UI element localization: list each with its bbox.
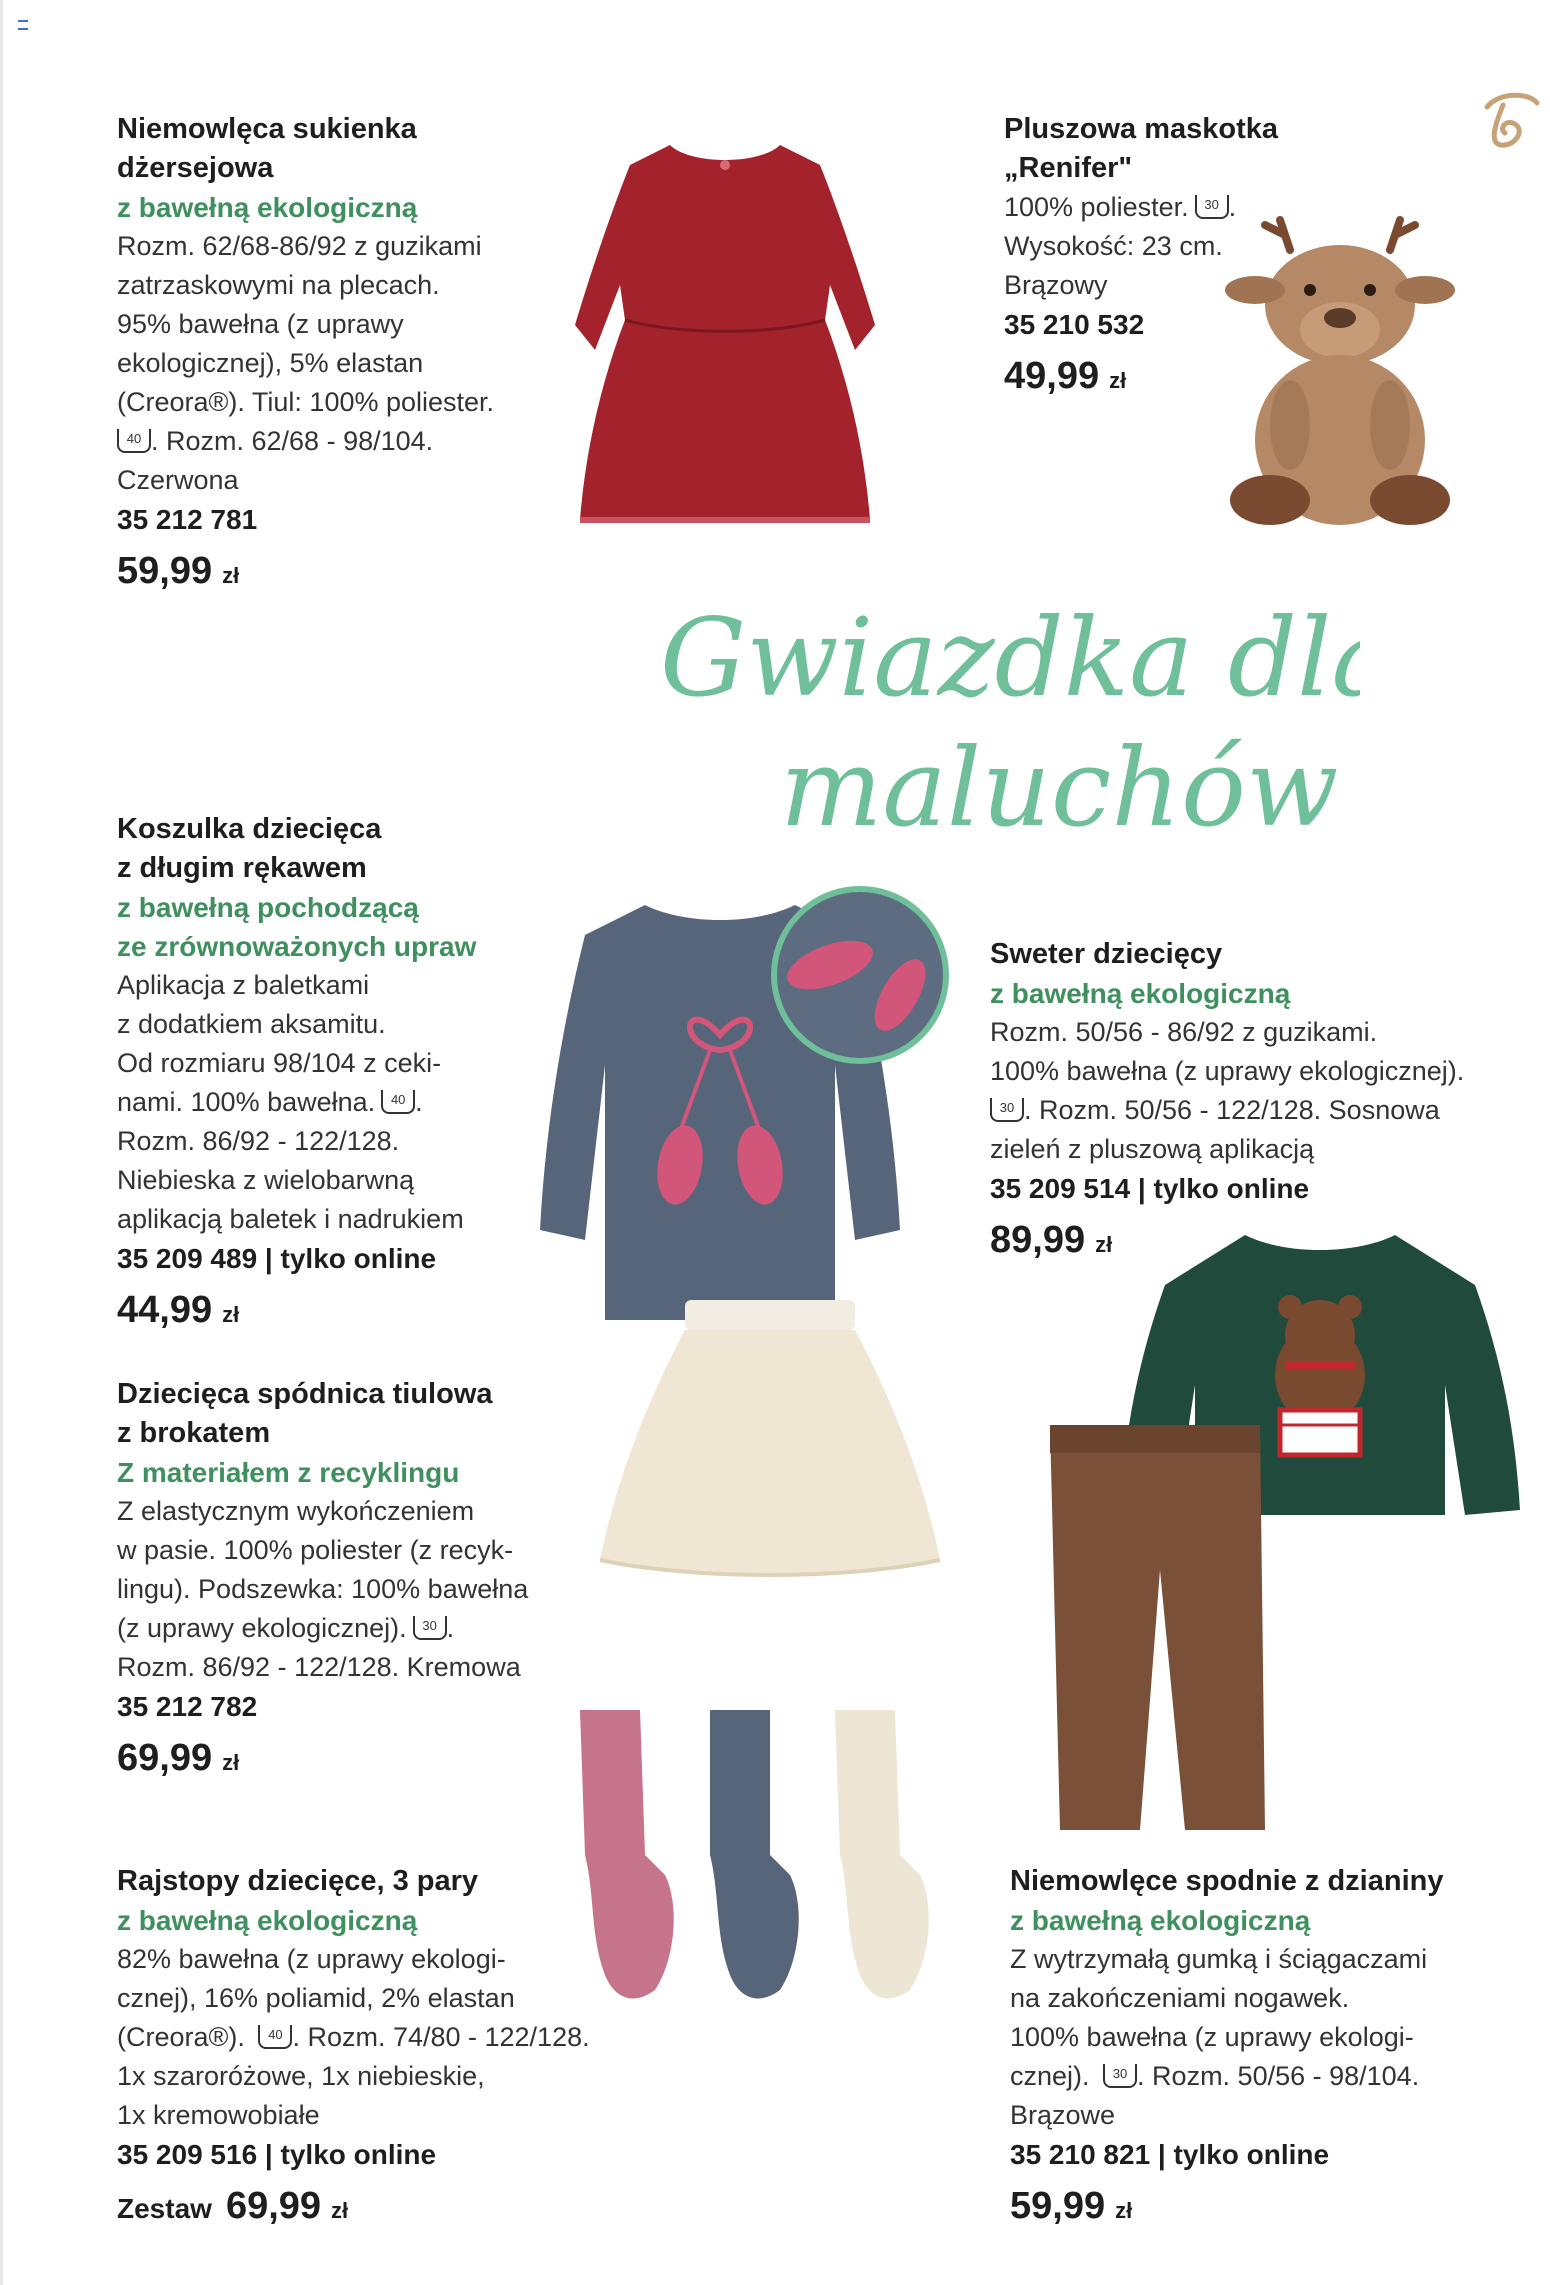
product-desc: lingu). Podszewka: 100% bawełna [117,1574,529,1604]
product-price: 44,99 zł [117,1289,240,1331]
product-desc: Rozm. 86/92 - 122/128. Kremowa [117,1652,521,1682]
product-desc: 82% bawełna (z uprawy ekologi- [117,1944,506,1974]
product-desc: Z wytrzymałą gumką i ściągaczami [1010,1944,1428,1974]
product-desc: Niebieska z wielobarwną [117,1165,415,1195]
product-title: z brokatem [117,1417,271,1449]
product-tights [117,1862,637,2239]
product-title: Niemowlęca sukienka [117,113,417,145]
product-price: Zestaw 69,99 zł [117,2185,349,2227]
product-desc: nami. 100% bawełna. 40 . [117,1087,423,1117]
product-title: Koszulka dziecięca [117,813,382,845]
product-price: 59,99 zł [117,550,240,592]
product-desc: Rozm. 62/68-86/92 z guzikami [117,231,482,261]
product-color: Czerwona [117,465,239,495]
product-code: 35 212 781 [117,504,258,535]
product-desc: aplikacją baletek i nadrukiem [117,1204,464,1234]
product-desc: Wysokość: 23 cm. [1004,231,1223,261]
product-code: 35 210 532 [1004,309,1145,340]
product-title: Pluszowa maskotka [1004,113,1278,145]
product-desc: Od rozmiaru 98/104 z ceki- [117,1048,442,1078]
pants-image [1040,1420,1270,1840]
wash-care-icon: 40 [117,429,151,453]
product-title: dżersejowa [117,152,274,184]
eco-label: z bawełną ekologiczną [1010,1905,1311,1936]
eco-label: ze zrównoważonych upraw [117,931,477,962]
wash-care-icon: 30 [1103,2064,1137,2088]
headline [640,590,1360,860]
product-dress [117,110,557,604]
product-desc: cznej), 16% poliamid, 2% elastan [117,1983,515,2013]
product-desc: Rozm. 50/56 - 86/92 z guzikami. [990,1017,1378,1047]
wash-care-icon: 30 [413,1616,447,1640]
product-pants [1010,1862,1540,2239]
product-code: 35 212 782 [117,1691,258,1722]
product-price: 69,99 zł [117,1737,240,1779]
product-desc: 1x szaroróżowe, 1x niebieskie, [117,2061,485,2091]
product-price: 59,99 zł [1010,2185,1133,2227]
detail-zoom-image [770,885,950,1065]
product-desc: w pasie. 100% poliester (z recyk- [117,1535,514,1565]
product-price: 89,99 zł [990,1219,1113,1261]
eco-label: z bawełną ekologiczną [117,192,418,223]
product-code: 35 209 516 | tylko online [117,2139,437,2170]
product-code: 35 209 489 | tylko online [117,1243,437,1274]
product-desc: 30 . Rozm. 50/56 - 122/128. Sosnowa [990,1091,1530,1130]
product-color: Brązowy [1004,270,1108,300]
product-title: z długim rękawem [117,852,367,884]
product-title: „Renifer" [1004,152,1133,184]
headline-line-2: maluchów [780,726,1339,851]
product-desc: zieleń z pluszową aplikacją [990,1134,1315,1164]
product-desc: 1x kremowobiałe [117,2100,320,2130]
eco-label: z bawełną ekologiczną [990,978,1291,1009]
product-sweater [990,935,1530,1273]
product-shirt [117,810,557,1343]
product-code: 35 209 514 | tylko online [990,1173,1310,1204]
product-desc: 95% bawełna (z uprawy [117,309,404,339]
skirt-image [595,1295,945,1585]
product-title: Dziecięca spódnica tiulowa [117,1378,493,1410]
wash-care-icon: 40 [258,2025,292,2049]
page-edge [0,0,3,2285]
wash-care-icon: 40 [381,1090,415,1114]
product-title: Niemowlęce spodnie z dzianiny [1010,1865,1444,1897]
product-desc: zatrzaskowymi na plecach. [117,270,440,300]
product-color: Brązowe [1010,2100,1116,2130]
product-price: 49,99 zł [1004,355,1127,397]
product-desc: Rozm. 86/92 - 122/128. [117,1126,400,1156]
brand-logo-icon [1475,85,1545,155]
eco-label: z bawełną ekologiczną [117,1905,418,1936]
eco-label: z bawełną pochodzącą [117,892,419,923]
product-skirt [117,1375,577,1791]
product-desc: 100% bawełna (z uprawy ekologi- [1010,2022,1414,2052]
dress-image [520,135,940,535]
wash-care-icon: 30 [990,1098,1024,1122]
product-desc: z dodatkiem aksamitu. [117,1009,386,1039]
product-desc: 100% poliester. 30 . [1004,192,1237,222]
reindeer-plush-image [1210,210,1470,540]
headline-line-1: Gwiazdka dla [660,596,1360,721]
product-desc: Z elastycznym wykończeniem [117,1496,475,1526]
product-desc: na zakończeniami nogawek. [1010,1983,1350,2013]
product-desc: (Creora®). Tiul: 100% poliester. [117,387,495,417]
product-desc: Aplikacja z baletkami [117,970,370,1000]
product-desc: (z uprawy ekologicznej). 30 . [117,1613,455,1643]
product-code: 35 210 821 | tylko online [1010,2139,1330,2170]
menu-icon[interactable] [18,20,28,30]
wash-care-icon: 30 [1195,195,1229,219]
product-desc: cznej). 30 . Rozm. 50/56 - 98/104. [1010,2061,1420,2091]
product-title: Rajstopy dziecięce, 3 pary [117,1865,479,1897]
product-title: Sweter dziecięcy [990,938,1223,970]
eco-label: Z materiałem z recyklingu [117,1457,460,1488]
product-desc: ekologicznej), 5% elastan [117,348,424,378]
product-desc: (Creora®). 40 . Rozm. 74/80 - 122/128. [117,2022,590,2052]
product-desc: 100% bawełna (z uprawy ekologicznej). [990,1056,1465,1086]
product-desc: 40 . Rozm. 62/68 - 98/104. [117,422,557,461]
